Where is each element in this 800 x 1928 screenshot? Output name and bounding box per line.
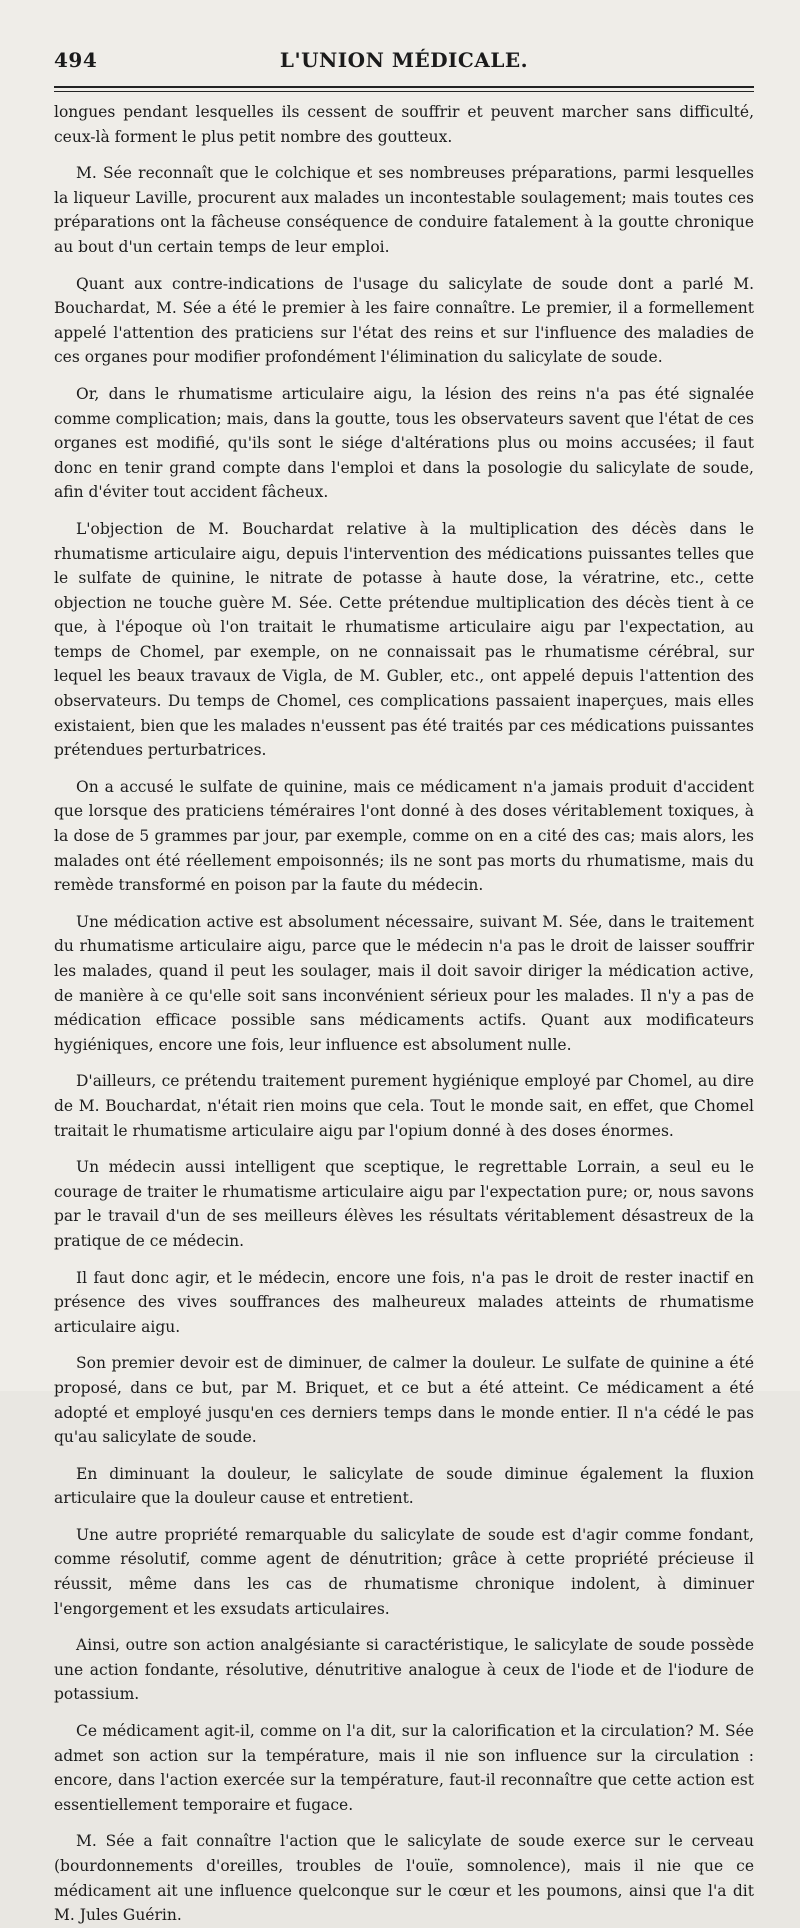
journal-title: L'UNION MÉDICALE. bbox=[279, 48, 529, 72]
paragraph: Il faut donc agir, et le médecin, encore une fois, n'a pas le droit de rester inactif en présence des vives souffrances des malheureux malades atteints de rhumatisme articulaire aigu. bbox=[54, 1268, 754, 1336]
paragraph: Or, dans le rhumatisme articulaire aigu, la lésion des reins n'a pas été signalée comme complication; mais, dans la goutte, tous les observateurs savent que l'état de ces organes est modifié, qu'ils sont le siége d'altérations plus ou moins accusées; il faut donc en tenir grand compte dans l'emploi et dans la posologie du salicylate de soude, afin d'éviter tout accident fâcheux. bbox=[54, 384, 754, 502]
paragraph: En diminuant la douleur, le salicylate de soude diminue également la fluxion articulaire que la douleur cause et entretient. bbox=[54, 1464, 754, 1508]
paragraph: L'objection de M. Bouchardat relative à la multiplication des décès dans le rhumatisme articulaire aigu, depuis l'intervention des médications puissantes telles que le sulfate de quinine, le nitrate de potasse à haute dose, la vératrine, etc., cette objection ne touche guère M. Sée. Cette prétendue multiplication des décès tient à ce que, à l'époque où l'on traitait le rhumatisme articulaire aigu par l'expectation, au temps de Chomel, par exemple, on ne connaissait pas le rhumatisme cérébral, sur lequel les beaux travaux de Vigla, de M. Gubler, etc., ont appelé depuis l'attention des observateurs. Du temps de Chomel, ces complications passaient inaperçues, mais elles existaient, bien que les malades n'eussent pas été traités par ces médications puissantes prétendues perturbatrices. bbox=[54, 519, 754, 760]
paragraph: Ainsi, outre son action analgésiante si caractéristique, le salicylate de soude possède une action fondante, résolutive, dénutritive analogue à ceux de l'iode et de l'iodure de potassium. bbox=[54, 1636, 754, 1704]
paragraph: M. Sée a fait connaître l'action que le salicylate de soude exerce sur le cerveau (bourdonnements d'oreilles, troubles de l'ouïe, somnolence), mais il nie que ce médicament ait une influence quelconque sur le cœur et les poumons, ainsi que l'a dit M. Jules Guérin. bbox=[54, 1832, 754, 1925]
paragraph: longues pendant lesquelles ils cessent de souffrir et peuvent marcher sans difficulté, ceux-là forment le plus petit nombre des goutteux. bbox=[54, 103, 754, 146]
header-rule bbox=[54, 86, 754, 92]
paragraph: D'ailleurs, ce prétendu traitement purement hygiénique employé par Chomel, au dire de M. Bouchardat, n'était rien moins que cela. Tout le monde sait, en effet, que Chomel traitait le rhumatisme articulaire aigu par l'opium donné à des doses énormes. bbox=[54, 1072, 754, 1140]
paragraph: Quant aux contre-indications de l'usage du salicylate de soude dont a parlé M. Bouchardat, M. Sée a été le premier à les faire connaître. Le premier, il a formellement appelé l'attention des praticiens sur l'état des reins et sur l'influence des maladies de ces organes pour modifier profondément l'élimination du salicylate de soude. bbox=[54, 274, 754, 367]
paragraph: On a accusé le sulfate de quinine, mais ce médicament n'a jamais produit d'accident que lorsque des praticiens téméraires l'ont donné à des doses véritablement toxiques, à la dose de 5 grammes par jour, par exemple, comme on en a cité des cas; mais alors, les malades ont été réellement empoisonnés; ils ne sont pas morts du rhumatisme, mais du remède transformé en poison par la faute du médecin. bbox=[54, 777, 754, 895]
paragraph: Une médication active est absolument nécessaire, suivant M. Sée, dans le traitement du rhumatisme articulaire aigu, parce que le médecin n'a pas le droit de laisser souffrir les malades, quand il peut les soulager, mais il doit savoir diriger la médication active, de manière à ce qu'elle soit sans inconvénient sérieux pour les malades. Il n'y a pas de médication efficace possible sans médicaments actifs. Quant aux modificateurs hygiéniques, encore une fois, leur influence est absolument nulle. bbox=[54, 912, 754, 1054]
paragraph: M. Sée reconnaît que le colchique et ses nombreuses préparations, parmi lesquelles la liqueur Laville, procurent aux malades un incontestable soulagement; mais toutes ces préparations ont la fâcheuse conséquence de conduire fatalement à la goutte chronique au bout d'un certain temps de leur emploi. bbox=[54, 164, 754, 256]
running-head bbox=[54, 40, 754, 84]
paragraph: Une autre propriété remarquable du salicylate de soude est d'agir comme fondant, comme résolutif, comme agent de dénutrition; grâce à cette propriété précieuse il réussit, même dans les cas de rhumatisme chronique indolent, à diminuer l'engorgement et les exsudats articulaires. bbox=[54, 1525, 754, 1618]
page-number: 494 bbox=[54, 48, 98, 72]
article-body bbox=[54, 100, 754, 1928]
paragraph: Un médecin aussi intelligent que sceptique, le regrettable Lorrain, a seul eu le courage de traiter le rhumatisme articulaire aigu par l'expectation pure; or, nous savons par le travail d'un de ses meilleurs élèves les résultats véritablement désastreux de la pratique de ce médecin. bbox=[54, 1158, 754, 1250]
paragraph: Ce médicament agit-il, comme on l'a dit, sur la calorification et la circulation? M. Sée admet son action sur la température, mais il nie son influence sur la circulation : encore, dans l'action exercée sur la température, faut-il reconnaître que cette action est essentiellement temporaire et fugace. bbox=[54, 1722, 754, 1814]
paragraph: Son premier devoir est de diminuer, de calmer la douleur. Le sulfate de quinine a été proposé, dans ce but, par M. Briquet, et ce but a été atteint. Ce médicament a été adopté et employé jusqu'en ces derniers temps dans le monde entier. Il n'a cédé le pas qu'au salicylate de soude. bbox=[54, 1354, 754, 1447]
